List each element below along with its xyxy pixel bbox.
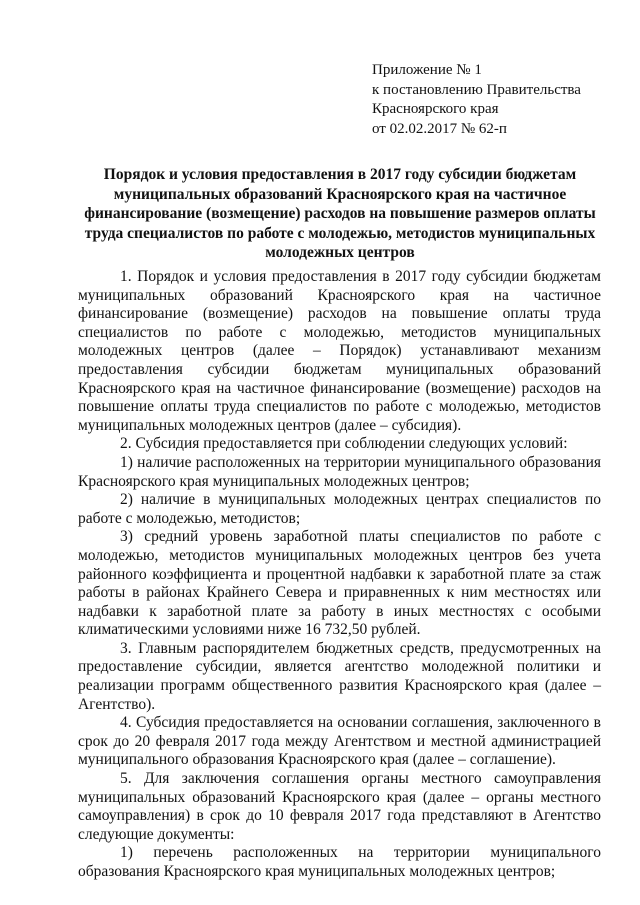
paragraph-5: 5. Для заключения соглашения органы местного самоуправления муниципальных образований Красноярского края (далее – органы местного самоуправления) в срок до 10 февраля 2017 года представляют в Агентство следующие документы: — [78, 770, 601, 843]
annex-date: от 02.02.2017 № 62-п — [372, 120, 507, 137]
paragraph-2-item-3: 3) средний уровень заработной платы специалистов по работе с молодежью, методистов муниципальных молодежных центров без учета районного коэффициента и процентной надбавки к заработной плате за стаж работы в районах Крайнего Севера и приравненных к ним местностях или надбавки к заработной плате за работу в иных местностях с особыми климатическими условиями ниже 16 732,50 рублей. — [78, 528, 601, 639]
annex-reference: к постановлению Правительства — [372, 81, 581, 98]
document-title: Порядок и условия предоставления в 2017 году субсидии бюджетам муниципальных образований Красноярского края на частичное финансирование (возмещение) расходов на повышение размеров оплаты труда специалистов по работе с молодежью, методистов муниципальных молодежных центров — [84, 166, 596, 261]
annex-number: Приложение № 1 — [372, 62, 482, 78]
paragraph-5-item-1: 1) перечень расположенных на территории муниципального образования Красноярского края муниципальных молодежных центров; — [78, 844, 601, 880]
paragraph-3: 3. Главным распорядителем бюджетных средств, предусмотренных на предоставление субсидии, является агентство молодежной политики и реализации программ общественного развития Красноярского края (далее – Агентство). — [78, 639, 601, 713]
paragraph-1: 1. Порядок и условия предоставления в 2017 году субсидии бюджетам муниципальных образований Красноярского края на частичное финансирование (возмещение) расходов на повышение оплаты труда специалистов по работе с молодежью, методистов муниципальных молодежных центров (далее – Порядок) устанавливают механизм предоставления субсидии бюджетам муниципальных образований Красноярского края на частичное финансирование (возмещение) расходов на повышение оплаты труда специалистов по работе с молодежью, методистов муниципальных молодежных центров (далее – субсидия). — [78, 268, 601, 434]
annex-region: Красноярского края — [372, 101, 499, 117]
document-body — [78, 268, 601, 882]
annex-header — [372, 61, 581, 139]
paragraph-2: 2. Субсидия предоставляется при соблюдении следующих условий: — [120, 435, 568, 453]
paragraph-2-item-2: 2) наличие в муниципальных молодежных центрах специалистов по работе с молодежью, методистов; — [78, 491, 601, 527]
paragraph-4: 4. Субсидия предоставляется на основании соглашения, заключенного в срок до 20 февраля 2017 года между Агентством и местной администрацией муниципального образования Красноярского края (далее – соглашение). — [78, 714, 601, 769]
paragraph-2-item-1: 1) наличие расположенных на территории муниципального образования Красноярского края муниципальных молодежных центров; — [78, 453, 601, 490]
